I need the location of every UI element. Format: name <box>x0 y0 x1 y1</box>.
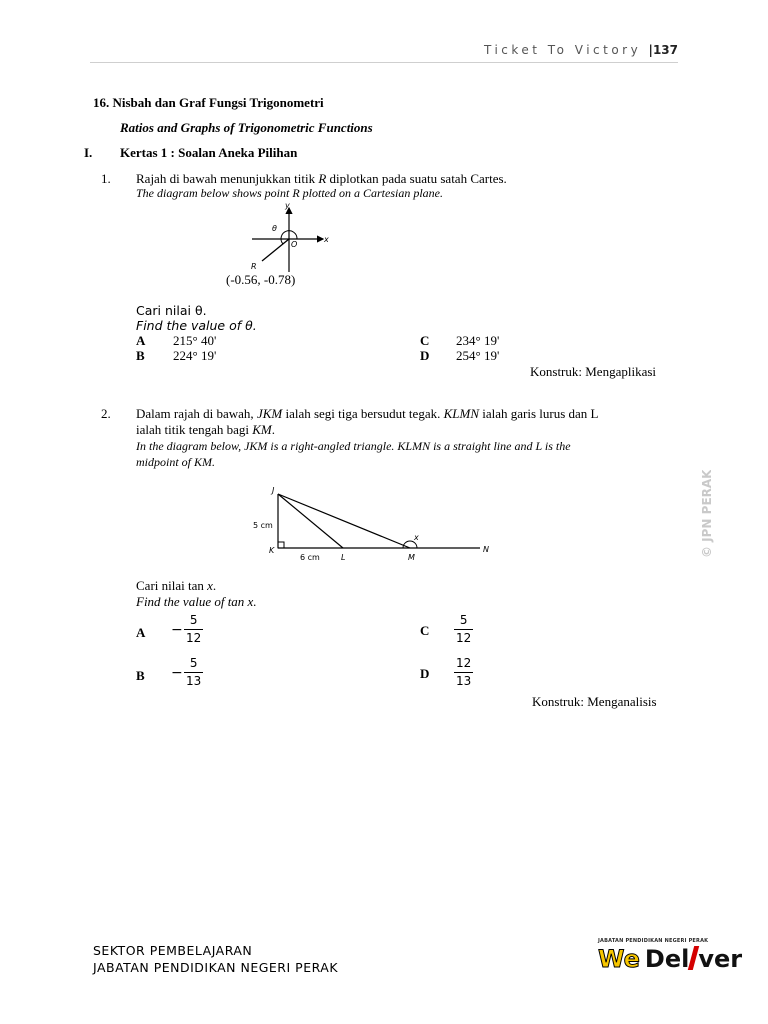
point-m-label: M <box>408 553 415 562</box>
chapter-title-ms: Nisbah dan Graf Fungsi Trigonometri <box>112 95 324 110</box>
watermark-text: © JPN PERAK <box>700 470 714 558</box>
q1-option-c-value: 234° 19' <box>456 333 500 348</box>
footer-line-1: SEKTOR PEMBELAJARAN <box>93 943 253 958</box>
q2-find-en: Find the value of tan x. <box>136 594 257 609</box>
q2-find-part: . <box>212 578 217 593</box>
point-n-label: N <box>483 545 489 554</box>
q2-text-ms-line1 <box>136 406 599 422</box>
logo-wordmark <box>598 944 742 974</box>
y-label: y <box>285 201 290 210</box>
q2-text-part: ialah segi tiga bersudut tegak. <box>282 406 444 421</box>
point-l-label: L <box>341 553 346 562</box>
q1-find-en: Find the value of θ. <box>136 318 257 333</box>
q2-option-d-letter: D <box>420 666 430 681</box>
logo-word-we: We <box>598 945 640 973</box>
fraction-bar <box>454 672 473 673</box>
fraction-bar <box>454 629 473 630</box>
q2-find-part: Cari nilai tan <box>136 578 208 593</box>
fraction-bar <box>184 629 203 630</box>
fraction-numerator: 12 <box>456 656 472 670</box>
fraction-denominator: 13 <box>456 674 472 688</box>
q2-option-b-fraction <box>184 656 203 689</box>
header-divider <box>90 62 678 63</box>
q1-text-ms-part: Rajah di bawah menunjukkan titik <box>136 171 319 186</box>
header-title: Ticket To Victory <box>483 43 642 57</box>
side-jl <box>278 494 343 548</box>
q2-option-b-sign: − <box>171 665 183 681</box>
q2-option-a-sign: − <box>171 622 183 638</box>
q1-text-ms-part: diplotkan pada suatu satah Cartes. <box>326 171 507 186</box>
q2-var-jkm: JKM <box>256 406 283 421</box>
chapter-heading <box>93 95 324 111</box>
q2-text-part: . <box>271 422 275 437</box>
logo-word-ver: ver <box>698 945 743 973</box>
vertex-k-label: K <box>269 546 275 555</box>
q1-option-b-letter: B <box>136 348 145 363</box>
origin-label: O <box>291 240 298 249</box>
q1-construct: Konstruk: Mengaplikasi <box>530 364 657 379</box>
q2-option-b-letter: B <box>136 668 145 683</box>
q1-var-r: R <box>318 171 327 186</box>
length-jk-label: 5 cm <box>253 521 273 530</box>
angle-x-arc <box>403 541 417 548</box>
q2-option-d-fraction <box>454 656 473 689</box>
fraction-bar <box>184 672 203 673</box>
q2-find-ms <box>136 578 216 594</box>
q1-option-a-value: 215° 40' <box>173 333 217 348</box>
side-jm <box>278 494 410 548</box>
angle-x-label: x <box>414 533 419 542</box>
chapter-title-en: Ratios and Graphs of Trigonometric Functions <box>120 120 373 135</box>
q1-text-ms <box>136 171 507 187</box>
q2-var-klmn: KLMN <box>443 406 479 421</box>
fraction-denominator: 12 <box>456 631 472 645</box>
q2-number: 2. <box>101 406 111 421</box>
radius-line <box>262 239 289 261</box>
q2-option-c-letter: C <box>420 623 430 638</box>
q1-option-c-letter: C <box>420 333 430 348</box>
header-separator: | <box>648 43 653 57</box>
fraction-denominator: 12 <box>186 631 202 645</box>
q1-option-d-value: 254° 19' <box>456 348 500 363</box>
q2-text-part: ialah garis lurus dan L <box>479 406 599 421</box>
q2-text-ms-line2 <box>136 422 275 438</box>
logo-word-del: Del <box>644 945 690 973</box>
theta-label: θ <box>272 224 277 233</box>
q2-option-c-fraction <box>454 613 473 646</box>
length-kl-label: 6 cm <box>300 553 320 562</box>
q1-option-a-letter: A <box>136 333 146 348</box>
vertex-j-label: J <box>272 486 275 495</box>
q2-var-km: KM <box>252 422 272 437</box>
chapter-number: 16. <box>93 95 110 110</box>
q1-option-b-value: 224° 19' <box>173 348 217 363</box>
q1-option-d-letter: D <box>420 348 430 363</box>
jpn-perak-watermark <box>694 470 718 560</box>
q2-text-en-line1: In the diagram below, JKM is a right-angled triangle. KLMN is a straight line and L is the <box>136 439 571 453</box>
q2-construct: Konstruk: Menganalisis <box>532 694 657 709</box>
q1-text-en: The diagram below shows point R plotted on a Cartesian plane. <box>136 186 444 200</box>
fraction-denominator: 13 <box>186 674 202 688</box>
q2-text-part: ialah titik tengah bagi <box>136 422 253 437</box>
footer-line-2: JABATAN PENDIDIKAN NEGERI PERAK <box>93 960 339 975</box>
fraction-numerator: 5 <box>189 613 198 627</box>
fraction-numerator: 5 <box>189 656 198 670</box>
q2-option-a-fraction <box>184 613 203 646</box>
q2-text-en-line2: midpoint of KM. <box>136 455 216 469</box>
logo-tagline: JABATAN PENDIDIKAN NEGERI PERAK <box>598 938 709 944</box>
q1-number: 1. <box>101 171 111 186</box>
page-number: 137 <box>652 43 678 57</box>
q2-var-x: x <box>207 578 213 593</box>
page-header <box>484 43 678 57</box>
q2-option-a-letter: A <box>136 625 146 640</box>
q1-find-ms: Cari nilai θ. <box>136 303 207 318</box>
section-numeral: I. <box>84 145 93 160</box>
triangle-diagram <box>250 480 500 565</box>
point-r-label: R <box>251 262 257 271</box>
we-deliver-logo <box>598 938 743 978</box>
right-angle-mark <box>278 542 284 548</box>
cartesian-diagram <box>215 200 335 275</box>
q2-text-part: Dalam rajah di bawah, <box>136 406 257 421</box>
x-label: x <box>324 235 329 244</box>
point-r-coords: (-0.56, -0.78) <box>226 272 296 287</box>
fraction-numerator: 5 <box>459 613 468 627</box>
section-title: Kertas 1 : Soalan Aneka Pilihan <box>120 145 298 160</box>
